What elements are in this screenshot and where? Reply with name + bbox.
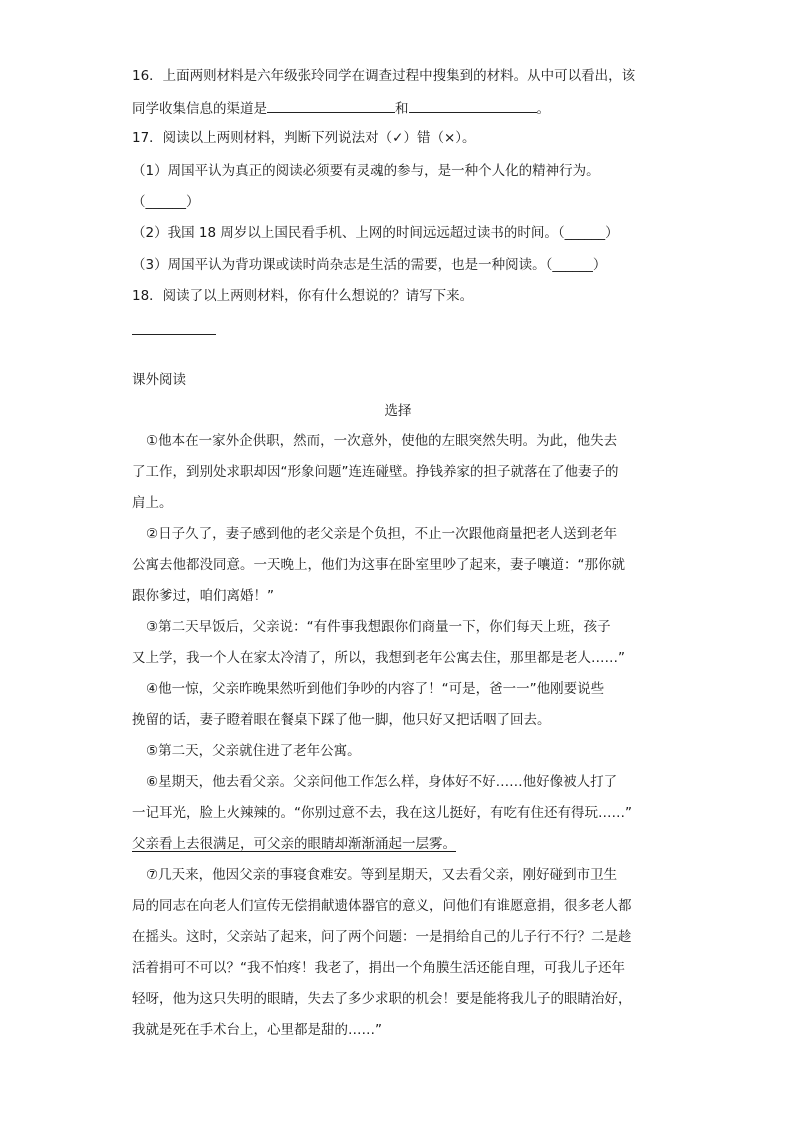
paragraph-2-line-1: ②日子久了，妻子感到他的老父亲是个负担，不止一次跟他商量把老人送到老年: [146, 526, 618, 542]
q16-line2: [132, 98, 550, 119]
story-title: 选择: [384, 403, 412, 419]
paragraph-3-line-2: 又上学，我一个人在家太冷清了，所以，我想到老年公寓去住，那里都是老人……”: [132, 650, 625, 666]
q16-answer-blank-1[interactable]: [267, 98, 395, 113]
q17-item1-answer[interactable]: （______）: [132, 194, 200, 210]
paragraph-5-line-1: ⑤第二天，父亲就住进了老年公寓。: [146, 743, 361, 759]
q16-connector: 和: [395, 101, 409, 117]
paragraph-1-line-1: ①他本在一家外企供职，然而，一次意外，使他的左眼突然失明。为此，他失去: [146, 433, 618, 449]
paragraph-4-line-1: ④他一惊，父亲昨晚果然听到他们争吵的内容了！“可是，爸一一”他刚要说些: [146, 681, 605, 697]
paragraph-7-line-5: 轻呀，他为这只失明的眼睛，失去了多少求职的机会！要是能将我儿子的眼睛治好，: [132, 991, 632, 1007]
q16-end: 。: [536, 101, 550, 117]
q18-answer-line[interactable]: [132, 334, 216, 335]
paragraph-7-line-4: 活着捐可不可以？“我不怕疼！我老了，捐出一个角膜生活还能自理，可我儿子还年: [132, 960, 625, 976]
paragraph-6-line-1: ⑥星期天，他去看父亲。父亲问他工作怎么样，身体好不好……他好像被人打了: [146, 774, 618, 790]
paragraph-7-line-2: 局的同志在向老人们宣传无偿捐献遗体器官的意义，问他们有谁愿意捐，很多老人都: [132, 898, 632, 914]
q18-stem: 18．阅读了以上两则材料，你有什么想说的？请写下来。: [132, 288, 474, 304]
q17-stem: 17．阅读以上两则材料，判断下列说法对（✓）错（×）。: [132, 130, 476, 146]
q16-prefix: 同学收集信息的渠道是: [132, 101, 267, 117]
paragraph-1-line-3: 肩上。: [132, 495, 173, 511]
q17-item3: （3）周国平认为背功课或读时尚杂志是生活的需要，也是一种阅读。（______）: [132, 257, 607, 273]
paragraph-1-line-2: 了工作，到别处求职却因“形象问题”连连碰壁。挣钱养家的担子就落在了他妻子的: [132, 464, 619, 480]
q16-answer-blank-2[interactable]: [409, 98, 537, 113]
q16-line1: 16．上面两则材料是六年级张玲同学在调查过程中搜集到的材料。从中可以看出，该: [132, 68, 636, 84]
paragraph-7-line-1: ⑦几天来，他因父亲的事寝食难安。等到星期天，又去看父亲，刚好碰到市卫生: [146, 867, 618, 883]
paragraph-7-line-3: 在摇头。这时，父亲站了起来，问了两个问题：一是捐给自己的儿子行不行？二是趁: [132, 929, 632, 945]
q17-item1-line1: （1）周国平认为真正的阅读必须要有灵魂的参与，是一种个人化的精神行为。: [132, 163, 600, 179]
paragraph-3-line-1: ③第二天早饭后，父亲说：“有件事我想跟你们商量一下，你们每天上班，孩子: [146, 619, 611, 635]
paragraph-6-line-2: 一记耳光，脸上火辣辣的。“你别过意不去，我在这儿挺好，有吃有住还有得玩……”: [132, 805, 632, 821]
paragraph-6-underlined-sentence: 父亲看上去很满足，可父亲的眼睛却渐渐涌起一层雾。: [132, 836, 456, 852]
section-label: 课外阅读: [132, 372, 186, 388]
paragraph-2-line-2: 公寓去他都没同意。一天晚上，他们为这事在卧室里吵了起来，妻子嚷道：“那你就: [132, 557, 625, 573]
paragraph-7-line-6: 我就是死在手术台上，心里都是甜的……”: [132, 1022, 382, 1038]
q17-item2: （2）我国 18 周岁以上国民看手机、上网的时间远远超过读书的时间。（______）: [132, 225, 619, 241]
paragraph-2-line-3: 跟你爹过，咱们离婚！”: [132, 588, 274, 604]
paragraph-4-line-2: 挽留的话，妻子瞪着眼在餐桌下踩了他一脚，他只好又把话咽了回去。: [132, 712, 551, 728]
